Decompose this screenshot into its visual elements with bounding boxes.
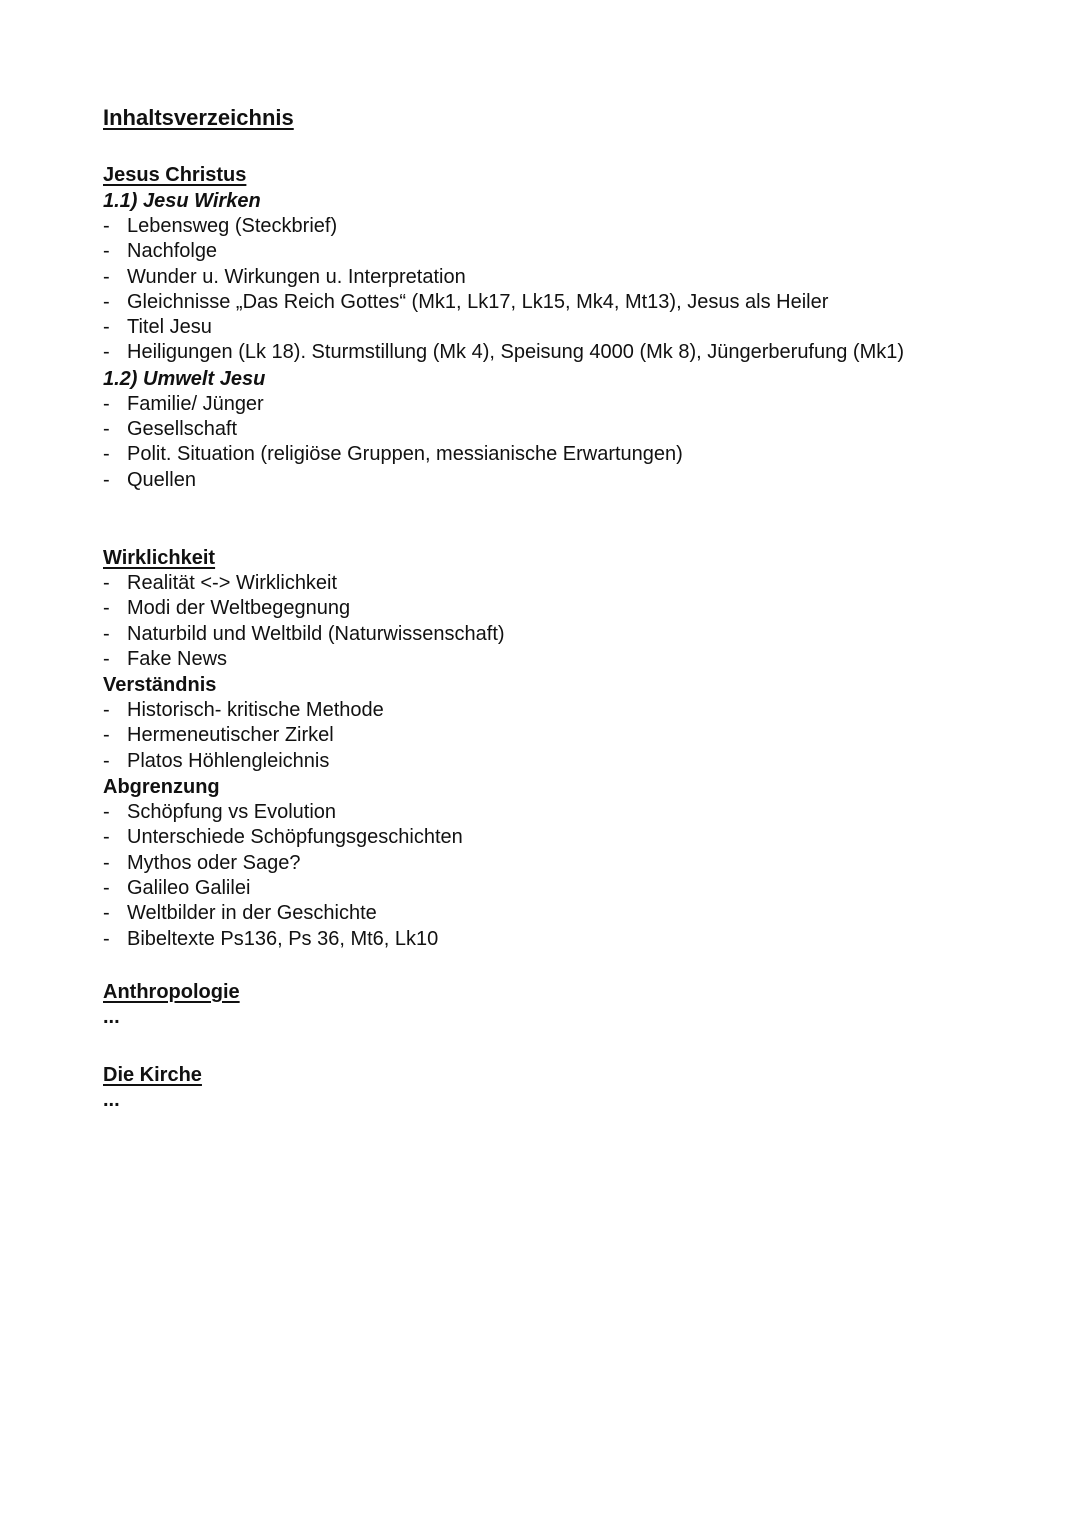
list-item-text: Gesellschaft: [127, 418, 238, 441]
list-item-text: Heiligungen (Lk 18). Sturmstillung (Mk 4), Speisung 4000 (Mk 8), Jüngerberufung (Mk1): [127, 341, 905, 364]
section-title: Jesus Christus: [103, 164, 247, 186]
section-wirklichkeit: [103, 546, 1053, 952]
list-item-text: Mythos oder Sage?: [127, 851, 301, 874]
subsection-title: Abgrenzung: [103, 776, 220, 799]
section-jesus-christus: [103, 163, 1053, 493]
spacer: [103, 1030, 1053, 1063]
list-item: [103, 290, 1053, 315]
list-item-text: Hermeneutischer Zirkel: [127, 724, 334, 747]
list-item-text: Titel Jesu: [127, 316, 212, 339]
list-item: [103, 239, 1053, 264]
list-item: [103, 392, 1053, 417]
list-item-text: Platos Höhlengleichnis: [127, 749, 330, 772]
spacer: [103, 493, 1053, 546]
list-item: [103, 723, 1053, 748]
bullet-dash: -: [103, 749, 110, 772]
list-item: [103, 901, 1053, 926]
list-item: [103, 315, 1053, 340]
list-item-text: Galileo Galilei: [127, 876, 251, 899]
subsection-title: 1.1) Jesu Wirken: [103, 190, 261, 212]
list-item: [103, 340, 1053, 365]
list-item-text: Fake News: [127, 647, 228, 670]
list-item-text: Nachfolge: [127, 240, 218, 263]
bullet-dash: -: [103, 265, 110, 288]
bullet-dash: -: [103, 341, 110, 364]
bullet-dash: -: [103, 215, 110, 237]
bullet-dash: -: [103, 902, 110, 925]
list-item-text: Unterschiede Schöpfungsgeschichten: [127, 826, 463, 849]
section-title: Anthropologie: [103, 980, 240, 1003]
list-item-text: Historisch- kritische Methode: [127, 699, 384, 722]
list-item: [103, 417, 1053, 442]
list-item: [103, 851, 1053, 876]
item-list: [103, 571, 1053, 672]
bullet-dash: -: [103, 699, 110, 722]
bullet-dash: -: [103, 468, 110, 491]
list-item: [103, 622, 1053, 647]
list-item: [103, 800, 1053, 825]
bullet-dash: -: [103, 392, 110, 415]
spacer: [103, 952, 1053, 980]
item-list: [103, 800, 1053, 952]
bullet-dash: -: [103, 622, 110, 645]
bullet-dash: -: [103, 418, 110, 441]
bullet-dash: -: [103, 647, 110, 670]
bullet-dash: -: [103, 240, 110, 263]
list-item-text: Weltbilder in der Geschichte: [127, 902, 377, 925]
bullet-dash: -: [103, 801, 110, 824]
list-item-text: Bibeltexte Ps136, Ps 36, Mt6, Lk10: [127, 927, 439, 950]
list-item: [103, 825, 1053, 850]
list-item-text: Modi der Weltbegegnung: [127, 597, 351, 620]
bullet-dash: -: [103, 724, 110, 747]
item-list: [103, 698, 1053, 774]
list-item-text: Polit. Situation (religiöse Gruppen, messianische Erwartungen): [127, 443, 683, 466]
bullet-dash: -: [103, 826, 110, 849]
list-item-text: Lebensweg (Steckbrief): [127, 215, 338, 237]
placeholder-ellipsis: ...: [103, 1088, 120, 1111]
page-title: Inhaltsverzeichnis: [103, 105, 294, 130]
document-page: [103, 104, 1053, 1113]
item-list: [103, 392, 1053, 493]
list-item: [103, 214, 1053, 239]
list-item-text: Quellen: [127, 468, 196, 491]
list-item: [103, 749, 1053, 774]
bullet-dash: -: [103, 851, 110, 874]
item-list: [103, 214, 1053, 366]
list-item: [103, 596, 1053, 621]
placeholder-ellipsis: ...: [103, 1005, 120, 1028]
section-title: Die Kirche: [103, 1063, 202, 1086]
list-item: [103, 571, 1053, 596]
bullet-dash: -: [103, 597, 110, 620]
subsection-title: Verständnis: [103, 674, 217, 697]
list-item: [103, 265, 1053, 290]
list-item-text: Schöpfung vs Evolution: [127, 801, 337, 824]
section-title: Wirklichkeit: [103, 546, 216, 569]
bullet-dash: -: [103, 927, 110, 950]
bullet-dash: -: [103, 443, 110, 466]
section-die-kirche: [103, 1063, 1053, 1113]
list-item-text: Realität <-> Wirklichkeit: [127, 571, 338, 594]
list-item: [103, 876, 1053, 901]
list-item-text: Wunder u. Wirkungen u. Interpretation: [127, 265, 466, 288]
list-item: [103, 468, 1053, 493]
subsection-title: 1.2) Umwelt Jesu: [103, 367, 266, 390]
list-item: [103, 927, 1053, 952]
bullet-dash: -: [103, 316, 110, 339]
bullet-dash: -: [103, 290, 110, 313]
list-item-text: Gleichnisse „Das Reich Gottes“ (Mk1, Lk17, Lk15, Mk4, Mt13), Jesus als Heiler: [127, 290, 829, 313]
list-item: [103, 647, 1053, 672]
list-item: [103, 698, 1053, 723]
bullet-dash: -: [103, 571, 110, 594]
section-anthropologie: [103, 980, 1053, 1030]
list-item: [103, 442, 1053, 467]
bullet-dash: -: [103, 876, 110, 899]
list-item-text: Naturbild und Weltbild (Naturwissenschaft): [127, 622, 505, 645]
list-item-text: Familie/ Jünger: [127, 392, 264, 415]
